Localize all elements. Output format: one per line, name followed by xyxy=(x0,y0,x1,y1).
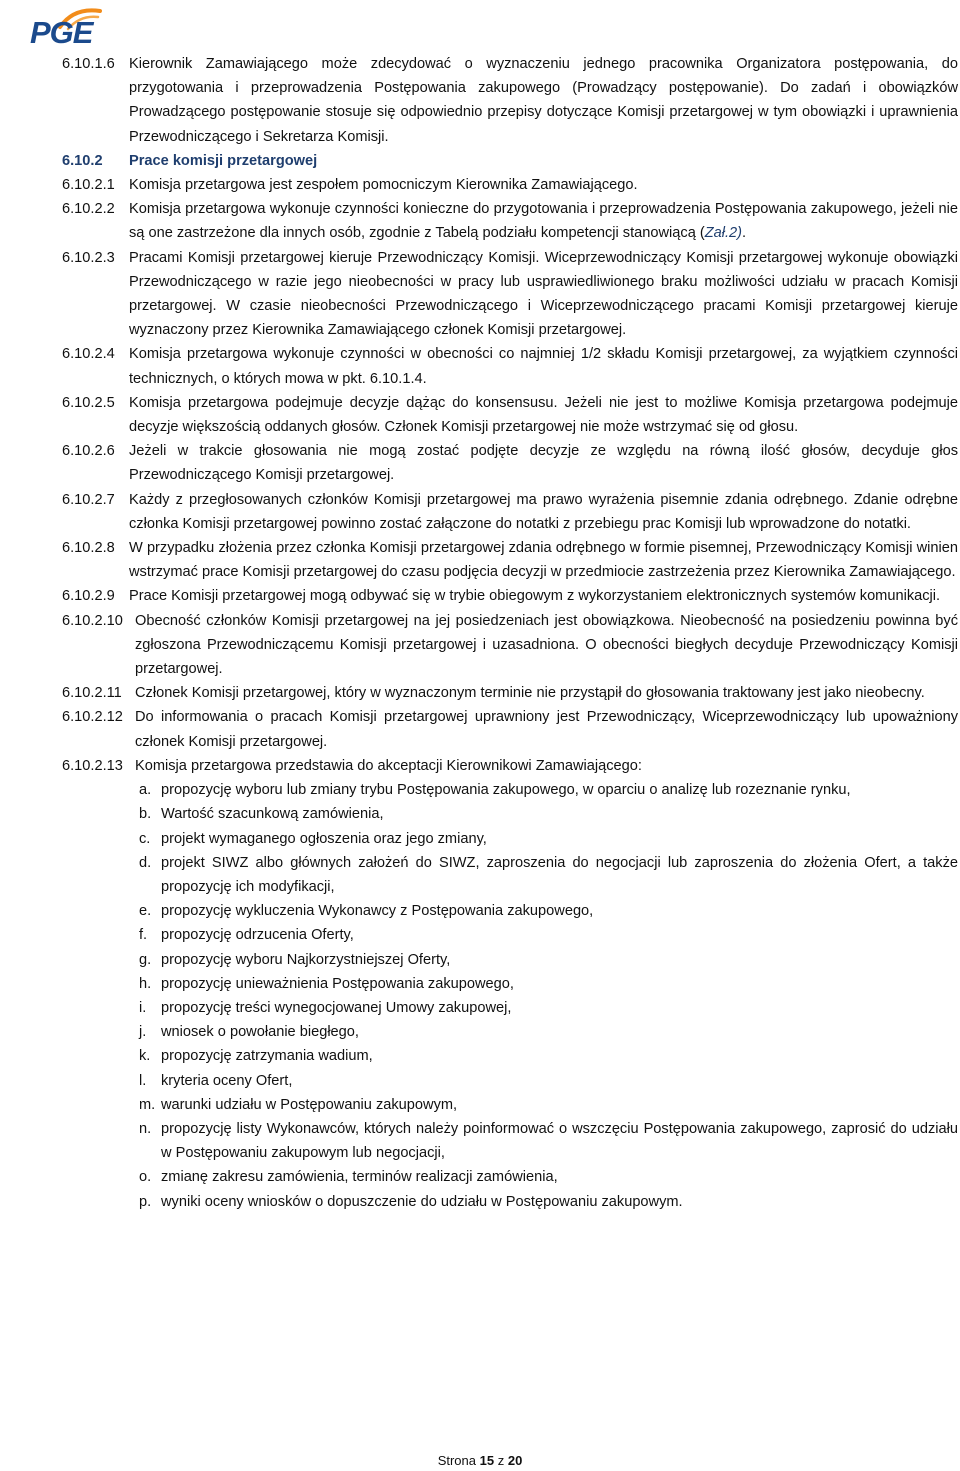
paragraph-text: Komisja przetargowa podejmuje decyzje dążąc do konsensusu. Jeżeli nie jest to możliwe Komisja przetargowa podejmuje decyzje większością oddanych głosów. Członek Komisji przetargowej nie może wstrzymać się od głosu. xyxy=(129,394,958,436)
list-item xyxy=(139,972,958,996)
section-title: Prace komisji przetargowej xyxy=(129,152,318,169)
paragraph-text: Pracami Komisji przetargowej kieruje Przewodniczący Komisji. Wiceprzewodniczący Komisji przetargowej wykonuje obowiązki Przewodniczącego w razie jego nieobecności w pracy lub usprawiedliwionego braku możliwości udziału w pracach Komisji przetargowej. W czasie nieobecności Przewodniczącego i Wiceprzewodniczącego pracami Komisji przetargowej kieruje wyznaczony przez Kierownika Zamawiającego członek Komisji przetargowej. xyxy=(129,249,958,339)
list-item-text: projekt wymaganego ogłoszenia oraz jego zmiany, xyxy=(161,830,487,847)
section-number: 6.10.2 xyxy=(62,152,103,169)
list-item-text: propozycję treści wynegocjowanej Umowy zakupowej, xyxy=(161,999,512,1016)
list-item-text: projekt SIWZ albo głównych założeń do SIWZ, zaproszenia do negocjacji lub zaproszenia do złożenia Ofert, a także propozycję ich modyfikacji, xyxy=(161,854,958,895)
paragraph-number: 6.10.2.4 xyxy=(62,346,115,363)
paragraph-6-10-2-10 xyxy=(62,609,958,682)
paragraph-6-10-2-3 xyxy=(62,246,958,343)
paragraph-text: Kierownik Zamawiającego może zdecydować o wyznaczeniu jednego pracownika Organizatora postępowania, do przygotowania i przeprowadzenia Postępowania zakupowego (Prowadzący postępowanie). Do zadań i obowiązków Prowadzącego postępowanie stosuje się odpowiednio przepisy dotyczące Komisji przetargowej w tym obowiązki i uprawnienia Przewodniczącego i Sekretarza Komisji. xyxy=(129,56,958,145)
list-item-letter: o. xyxy=(139,1169,152,1186)
paragraph-number: 6.10.2.12 xyxy=(62,709,123,726)
paragraph-text: Jeżeli w trakcie głosowania nie mogą zostać podjęte decyzje ze względu na równą ilość głosów, decyduje głos Przewodniczącego Komisji przetargowej. xyxy=(129,443,958,484)
paragraph-text: Każdy z przegłosowanych członków Komisji przetargowej ma prawo wyrażenia pisemnie zdania odrębnego. Zdanie odrębne członka Komisji przetargowej powinno zostać załączone do notatki z przebiegu prac Komisji lub wprowadzone do notatki. xyxy=(129,491,958,532)
list-item-letter: k. xyxy=(139,1048,151,1065)
paragraph-text: Obecność członków Komisji przetargowej na jej posiedzeniach jest obowiązkowa. Nieobecność na posiedzeniu powinna być zgłoszona Przewodniczącemu Komisji przetargowej i uzasadniona. O obecności biegłych decyduje Przewodniczący Komisji przetargowej. xyxy=(135,612,958,678)
paragraph-6-10-2-6 xyxy=(62,439,958,487)
list-item-letter: i. xyxy=(139,999,147,1016)
list-item xyxy=(139,851,958,899)
list-item-letter: d. xyxy=(139,854,152,871)
list-item-letter: a. xyxy=(139,782,152,799)
paragraph-6-10-1-6 xyxy=(62,52,958,149)
list-item-letter: g. xyxy=(139,951,152,968)
paragraph-number: 6.10.2.5 xyxy=(62,394,115,411)
paragraph-text: Członek Komisji przetargowej, który w wyznaczonym terminie nie przystąpił do głosowania traktowany jest jako nieobecny. xyxy=(135,685,925,702)
list-item-text: propozycję listy Wykonawców, których należy poinformować o wszczęciu Postępowania zakupowego, zaprosić do udziału w Postępowaniu zakupowym lub negocjacji, xyxy=(161,1120,958,1162)
paragraph-text-main: Komisja przetargowa wykonuje czynności konieczne do przygotowania i przeprowadzenia Postępowania zakupowego, jeżeli nie są one zastrzeżone dla innych osób, zgodnie z Tabelą podziału kompetencji stanowiącą ( xyxy=(129,201,958,242)
list-item xyxy=(139,1165,958,1189)
footer-page-number: 15 xyxy=(479,1453,495,1468)
paragraph-6-10-2-4 xyxy=(62,342,958,390)
lettered-list xyxy=(62,778,958,1214)
list-item-text: propozycję unieważnienia Postępowania zakupowego, xyxy=(161,975,514,992)
paragraph-text: Komisja przetargowa przedstawia do akceptacji Kierownikowi Zamawiającego: xyxy=(135,757,642,774)
paragraph-number: 6.10.2.3 xyxy=(62,249,115,266)
list-item-text: propozycję zatrzymania wadium, xyxy=(161,1048,373,1065)
paragraph-number: 6.10.2.7 xyxy=(62,491,115,508)
list-item-letter: c. xyxy=(139,830,151,847)
footer-label: Strona xyxy=(437,1453,476,1468)
list-item-text: propozycję wyboru lub zmiany trybu Postępowania zakupowego, w oparciu o analizę lub rozeznanie rynku, xyxy=(161,782,851,799)
list-item-letter: f. xyxy=(139,927,148,944)
list-item-text: wniosek o powołanie biegłego, xyxy=(161,1024,359,1041)
list-item xyxy=(139,996,958,1020)
list-item xyxy=(139,1044,958,1068)
paragraph-text-end: . xyxy=(742,225,747,242)
list-item-letter: j. xyxy=(139,1024,147,1041)
footer-separator: z xyxy=(497,1453,505,1468)
paragraph-number: 6.10.2.10 xyxy=(62,612,123,629)
list-item xyxy=(139,1117,958,1165)
paragraph-number: 6.10.2.9 xyxy=(62,588,115,605)
paragraph-6-10-2-11 xyxy=(62,681,958,705)
list-item-letter: b. xyxy=(139,806,152,823)
list-item xyxy=(139,778,958,802)
list-item xyxy=(139,827,958,851)
list-item-text: wyniki oceny wniosków o dopuszczenie do udziału w Postępowaniu zakupowym. xyxy=(161,1193,683,1210)
list-item xyxy=(139,1093,958,1117)
list-item-letter: h. xyxy=(139,975,152,992)
document-body xyxy=(62,52,958,1214)
list-item-letter: m. xyxy=(139,1096,156,1113)
list-item-letter: e. xyxy=(139,903,152,920)
paragraph-number: 6.10.1.6 xyxy=(62,56,115,72)
paragraph-6-10-2-9 xyxy=(62,584,958,608)
paragraph-6-10-2-5 xyxy=(62,391,958,439)
list-item-letter: l. xyxy=(139,1072,147,1089)
paragraph-6-10-2-2 xyxy=(62,197,958,245)
paragraph-text: W przypadku złożenia przez członka Komisji przetargowej zdania odrębnego w formie pisemnej, Przewodniczący Komisji winien wstrzymać prace Komisji przetargowej do czasu podjęcia decyzji w przedmiocie zastrzeżenia przez Kierownika Zamawiającego. xyxy=(129,540,958,581)
paragraph-number: 6.10.2.13 xyxy=(62,757,123,774)
paragraph-number: 6.10.2.11 xyxy=(62,685,122,702)
footer-total-pages: 20 xyxy=(507,1453,523,1468)
list-item-text: propozycję odrzucenia Oferty, xyxy=(161,927,354,944)
list-item-text: propozycję wyboru Najkorzystniejszej Oferty, xyxy=(161,951,451,968)
paragraph-text xyxy=(62,197,958,245)
page-footer xyxy=(0,1453,960,1468)
paragraph-text: Komisja przetargowa jest zespołem pomocniczym Kierownika Zamawiającego. xyxy=(129,177,638,194)
paragraph-6-10-2-7 xyxy=(62,488,958,536)
list-item xyxy=(139,1069,958,1093)
logo-text: PGE xyxy=(30,15,93,50)
paragraph-6-10-2-12 xyxy=(62,705,958,753)
list-item xyxy=(139,923,958,947)
list-item xyxy=(139,899,958,923)
section-heading-6-10-2 xyxy=(62,149,958,173)
paragraph-text: Prace Komisji przetargowej mogą odbywać się w trybie obiegowym z wykorzystaniem elektronicznych systemów komunikacji. xyxy=(129,588,941,605)
list-item xyxy=(139,802,958,826)
paragraph-6-10-2-8 xyxy=(62,536,958,584)
list-item-letter: p. xyxy=(139,1193,152,1210)
list-item xyxy=(139,948,958,972)
attachment-reference: Zał.2) xyxy=(704,225,743,242)
list-item-text: warunki udziału w Postępowaniu zakupowym, xyxy=(161,1096,458,1113)
paragraph-6-10-2-1 xyxy=(62,173,958,197)
list-item xyxy=(139,1190,958,1214)
list-item-letter: n. xyxy=(139,1120,152,1137)
list-item-text: Wartość szacunkową zamówienia, xyxy=(161,806,384,823)
paragraph-number: 6.10.2.6 xyxy=(62,443,115,460)
paragraph-number: 6.10.2.8 xyxy=(62,540,115,557)
list-item-text: propozycję wykluczenia Wykonawcy z Postępowania zakupowego, xyxy=(161,903,594,920)
list-item-text: zmianę zakresu zamówienia, terminów realizacji zamówienia, xyxy=(161,1169,558,1186)
paragraph-number: 6.10.2.2 xyxy=(62,201,115,218)
paragraph-text: Komisja przetargowa wykonuje czynności w obecności co najmniej 1/2 składu Komisji przetargowej, za wyjątkiem czynności technicznych, o których mowa w pkt. 6.10.1.4. xyxy=(129,346,958,387)
paragraph-text: Do informowania o pracach Komisji przetargowej uprawniony jest Przewodniczący, Wiceprzewodniczący lub upoważniony członek Komisji przetargowej. xyxy=(135,709,958,750)
paragraph-6-10-2-13 xyxy=(62,754,958,778)
paragraph-number: 6.10.2.1 xyxy=(62,177,115,194)
pge-logo xyxy=(16,5,98,53)
list-item xyxy=(139,1020,958,1044)
list-item-text: kryteria oceny Ofert, xyxy=(161,1072,293,1089)
